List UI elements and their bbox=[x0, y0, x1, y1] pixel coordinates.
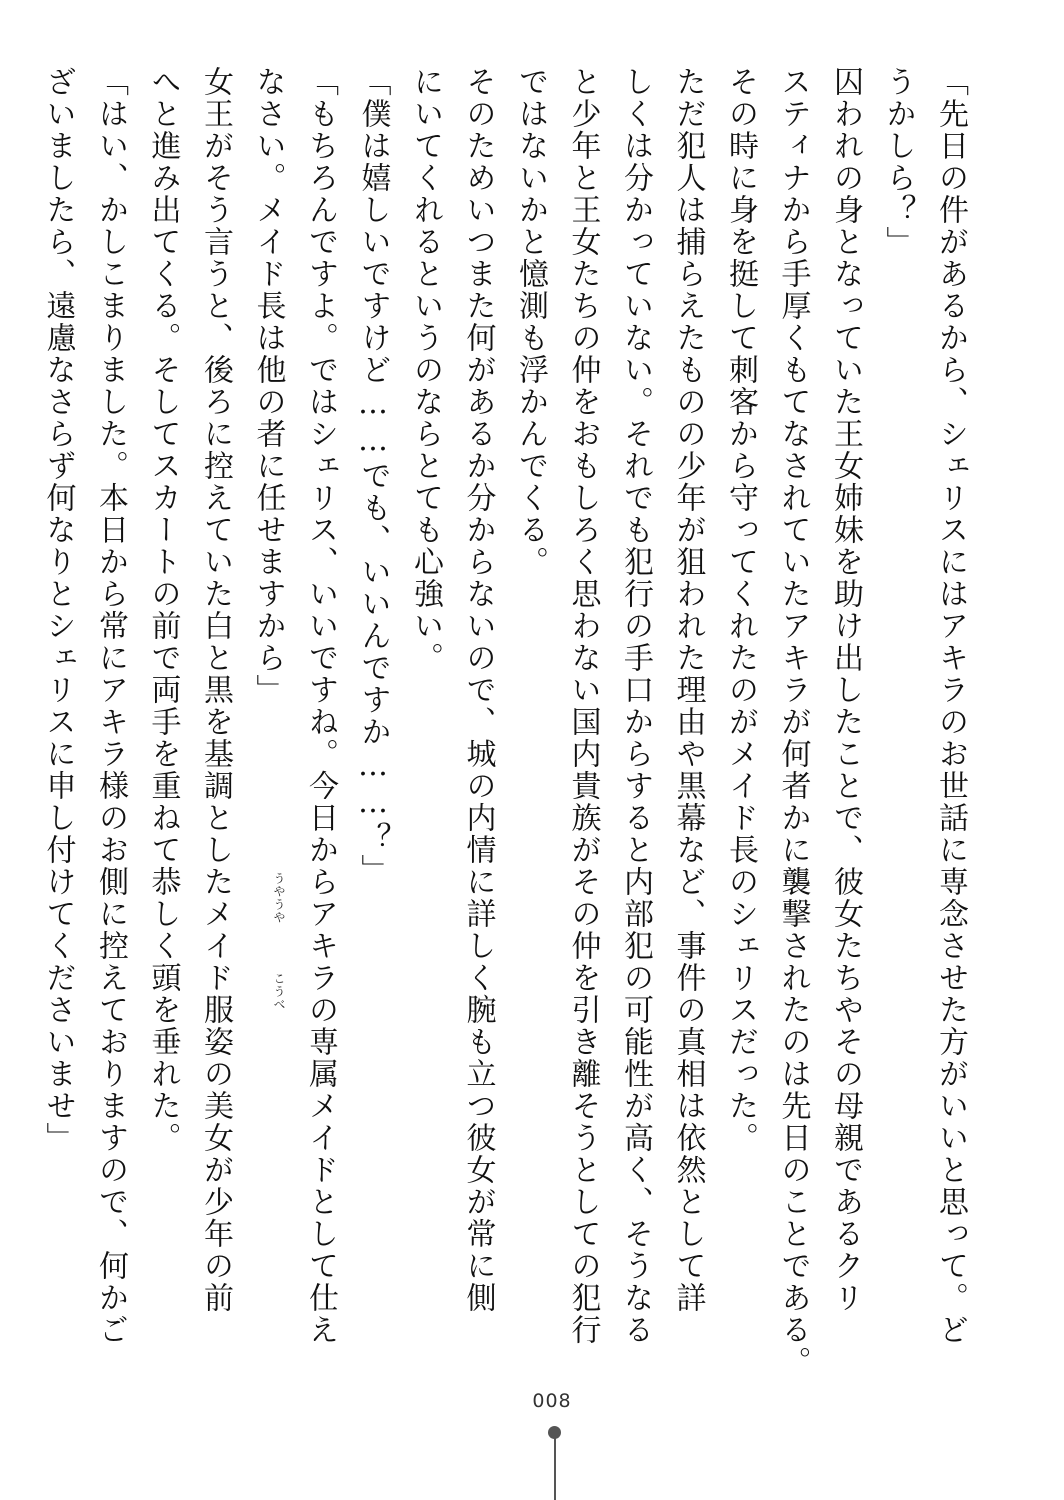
text-line-9: ではないかと憶測も浮かんでくる。 bbox=[513, 66, 548, 578]
furigana-uyauyashiku: うやうや bbox=[272, 872, 286, 924]
text-line-14: なさい。メイド長は他の者に任せますから」 bbox=[250, 66, 286, 706]
text-line-12: 「僕は嬉しいですけど……でも、いいんですか……？」 bbox=[355, 66, 391, 886]
text-line-7: しくは分かっていない。それでも犯行の手口からすると内部犯の可能性が高く、そうなる bbox=[618, 66, 653, 1346]
text-line-18: ざいましたら、遠慮なさらず何なりとシェリスに申し付けてくださいませ」 bbox=[40, 66, 76, 1154]
vertical-text-block bbox=[40, 66, 970, 1378]
text-line-11: にいてくれるというのならとても心強い。 bbox=[408, 66, 443, 674]
text-line-15: 女王がそう言うと、後ろに控えていた白と黒を基調としたメイド服姿の美女が少年の前 bbox=[198, 66, 233, 1314]
text-line-10: そのためいつまた何があるか分からないので、城の内情に詳しく腕も立つ彼女が常に側 bbox=[460, 66, 496, 1314]
text-line-8: と少年と王女たちの仲をおもしろく思わない国内貴族がその仲を引き離そうとしての犯行 bbox=[565, 66, 601, 1346]
page-number: 008 bbox=[532, 1390, 572, 1412]
text-line-6: ただ犯人は捕らえたものの少年が狙われた理由や黒幕など、事件の真相は依然として詳 bbox=[670, 66, 706, 1314]
text-line-17: 「はい、かしこまりました。本日から常にアキラ様のお側に控えておりますので、何かご bbox=[93, 66, 128, 1346]
text-line-13: 「もちろんですよ。ではシェリス、いいですね。今日からアキラの専属メイドとして仕え bbox=[303, 66, 338, 1346]
text-line-2: うかしら？」 bbox=[880, 66, 916, 258]
text-line-1: 「先日の件があるから、シェリスにはアキラのお世話に専念させた方がいいと思って。ど bbox=[933, 66, 968, 1346]
furigana-koube: こうべ bbox=[272, 972, 286, 1011]
page-marker-line bbox=[554, 1438, 556, 1500]
text-line-3: 囚われの身となっていた王女姉妹を助け出したことで、彼女たちやその母親であるクリ bbox=[828, 66, 863, 1314]
text-line-4: スティナから手厚くもてなされていたアキラが何者かに襲撃されたのは先日のことである。 bbox=[775, 66, 811, 1378]
text-line-16: へと進み出てくる。そしてスカートの前で両手を重ねて恭しく頭を垂れた。 bbox=[145, 66, 181, 1154]
page-marker-pin-icon bbox=[548, 1426, 562, 1500]
text-line-5: その時に身を挺して刺客から守ってくれたのがメイド長のシェリスだった。 bbox=[723, 66, 758, 1154]
